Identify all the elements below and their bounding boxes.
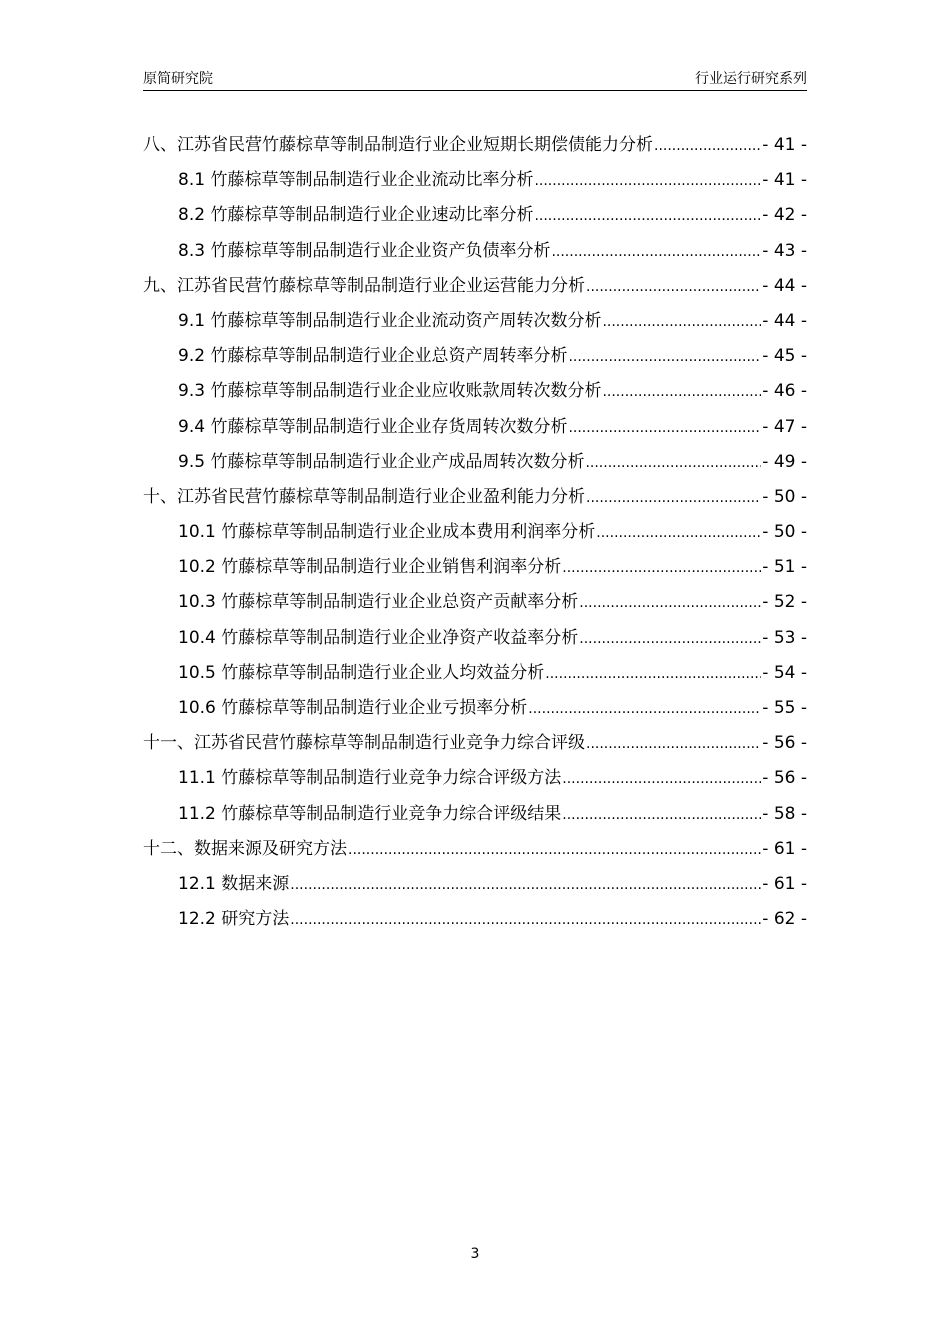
toc-dot-leader: [596, 516, 761, 551]
toc-dot-leader: [586, 481, 761, 516]
toc-dot-leader: [528, 692, 761, 727]
toc-entry-title: 9.4 竹藤棕草等制品制造行业企业存货周转次数分析: [178, 416, 568, 437]
toc-entry-page: - 52 -: [762, 592, 807, 613]
toc-dot-leader: [579, 586, 761, 621]
toc-dot-leader: [534, 199, 761, 234]
toc-entry-page: - 56 -: [762, 768, 807, 789]
toc-dot-leader: [568, 411, 761, 446]
page-number: 3: [470, 1246, 480, 1262]
toc-dot-leader: [579, 622, 761, 657]
toc-entry-title: 9.5 竹藤棕草等制品制造行业企业产成品周转次数分析: [178, 451, 585, 472]
toc-entry-section[interactable]: [143, 585, 807, 620]
toc-entry-page: - 50 -: [762, 522, 807, 543]
toc-entry-title: 10.1 竹藤棕草等制品制造行业企业成本费用利润率分析: [178, 522, 596, 543]
toc-entry-page: - 46 -: [762, 381, 807, 402]
header-series-name: 行业运行研究系列: [695, 71, 807, 87]
table-of-contents: [143, 128, 807, 937]
toc-entry-section[interactable]: [143, 304, 807, 339]
toc-entry-section[interactable]: [143, 374, 807, 409]
toc-entry-title: 10.4 竹藤棕草等制品制造行业企业净资产收益率分析: [178, 627, 579, 648]
toc-entry-title: 9.1 竹藤棕草等制品制造行业企业流动资产周转次数分析: [178, 310, 602, 331]
toc-dot-leader: [562, 798, 761, 833]
toc-entry-title: 十、江苏省民营竹藤棕草等制品制造行业企业盈利能力分析: [143, 486, 585, 507]
toc-entry-page: - 42 -: [762, 205, 807, 226]
toc-dot-leader: [585, 446, 761, 481]
toc-dot-leader: [562, 762, 761, 797]
toc-entry-section[interactable]: [143, 550, 807, 585]
toc-entry-title: 12.1 数据来源: [178, 873, 290, 894]
toc-entry-page: - 58 -: [762, 803, 807, 824]
toc-entry-title: 9.2 竹藤棕草等制品制造行业企业总资产周转率分析: [178, 346, 568, 367]
toc-entry-chapter[interactable]: [143, 128, 807, 163]
toc-entry-title: 十二、数据来源及研究方法: [143, 838, 347, 859]
toc-entry-section[interactable]: [143, 867, 807, 902]
toc-entry-page: - 49 -: [762, 451, 807, 472]
toc-dot-leader: [551, 235, 761, 270]
toc-entry-page: - 45 -: [762, 346, 807, 367]
toc-entry-title: 12.2 研究方法: [178, 909, 290, 930]
page-header: [143, 64, 807, 91]
toc-entry-page: - 41 -: [762, 170, 807, 191]
toc-dot-leader: [290, 868, 761, 903]
toc-entry-chapter[interactable]: [143, 726, 807, 761]
toc-entry-page: - 47 -: [762, 416, 807, 437]
toc-entry-title: 8.3 竹藤棕草等制品制造行业企业资产负债率分析: [178, 240, 551, 261]
toc-entry-section[interactable]: [143, 656, 807, 691]
toc-entry-title: 10.5 竹藤棕草等制品制造行业企业人均效益分析: [178, 662, 545, 683]
toc-entry-chapter[interactable]: [143, 480, 807, 515]
toc-entry-page: - 41 -: [762, 135, 807, 155]
toc-entry-section[interactable]: [143, 198, 807, 233]
toc-dot-leader: [586, 727, 761, 762]
toc-entry-page: - 61 -: [762, 838, 807, 859]
toc-entry-chapter[interactable]: [143, 832, 807, 867]
toc-entry-page: - 44 -: [762, 310, 807, 331]
toc-entry-title: 8.1 竹藤棕草等制品制造行业企业流动比率分析: [178, 170, 534, 191]
toc-entry-chapter[interactable]: [143, 269, 807, 304]
toc-entry-section[interactable]: [143, 797, 807, 832]
toc-dot-leader: [568, 340, 761, 375]
toc-entry-title: 九、江苏省民营竹藤棕草等制品制造行业企业运营能力分析: [143, 275, 585, 296]
toc-entry-page: - 54 -: [762, 662, 807, 683]
toc-entry-title: 10.6 竹藤棕草等制品制造行业企业亏损率分析: [178, 698, 528, 718]
toc-dot-leader: [602, 375, 761, 410]
toc-entry-page: - 43 -: [762, 240, 807, 261]
toc-entry-section[interactable]: [143, 445, 807, 480]
toc-entry-page: - 53 -: [762, 627, 807, 648]
toc-entry-title: 十一、江苏省民营竹藤棕草等制品制造行业竞争力综合评级: [143, 733, 585, 754]
toc-entry-page: - 51 -: [762, 557, 807, 578]
toc-entry-title: 11.2 竹藤棕草等制品制造行业竞争力综合评级结果: [178, 803, 562, 824]
toc-entry-section[interactable]: [143, 339, 807, 374]
toc-entry-section[interactable]: [143, 234, 807, 269]
toc-entry-title: 10.3 竹藤棕草等制品制造行业企业总资产贡献率分析: [178, 592, 579, 613]
toc-entry-page: - 44 -: [762, 275, 807, 296]
toc-entry-title: 11.1 竹藤棕草等制品制造行业竞争力综合评级方法: [178, 768, 562, 789]
toc-entry-title: 10.2 竹藤棕草等制品制造行业企业销售利润率分析: [178, 557, 562, 578]
toc-entry-page: - 56 -: [762, 733, 807, 754]
toc-entry-section[interactable]: [143, 515, 807, 550]
toc-entry-title: 9.3 竹藤棕草等制品制造行业企业应收账款周转次数分析: [178, 381, 602, 402]
toc-dot-leader: [562, 551, 761, 586]
toc-entry-section[interactable]: [143, 410, 807, 445]
toc-entry-page: - 50 -: [762, 486, 807, 507]
toc-entry-section[interactable]: [143, 163, 807, 198]
toc-entry-section[interactable]: [143, 691, 807, 726]
toc-entry-page: - 55 -: [762, 698, 807, 718]
toc-dot-leader: [545, 657, 761, 692]
toc-entry-page: - 62 -: [762, 909, 807, 930]
toc-dot-leader: [602, 305, 761, 340]
toc-entry-title: 8.2 竹藤棕草等制品制造行业企业速动比率分析: [178, 205, 534, 226]
toc-dot-leader: [586, 270, 761, 305]
header-org-name: 原简研究院: [143, 71, 213, 87]
toc-dot-leader: [348, 833, 761, 868]
toc-dot-leader: [534, 164, 761, 199]
toc-entry-section[interactable]: [143, 902, 807, 937]
toc-entry-section[interactable]: [143, 761, 807, 796]
toc-dot-leader: [654, 129, 761, 164]
toc-entry-section[interactable]: [143, 621, 807, 656]
toc-entry-title: 八、江苏省民营竹藤棕草等制品制造行业企业短期长期偿债能力分析: [143, 135, 653, 155]
toc-dot-leader: [290, 903, 761, 938]
toc-entry-page: - 61 -: [762, 873, 807, 894]
